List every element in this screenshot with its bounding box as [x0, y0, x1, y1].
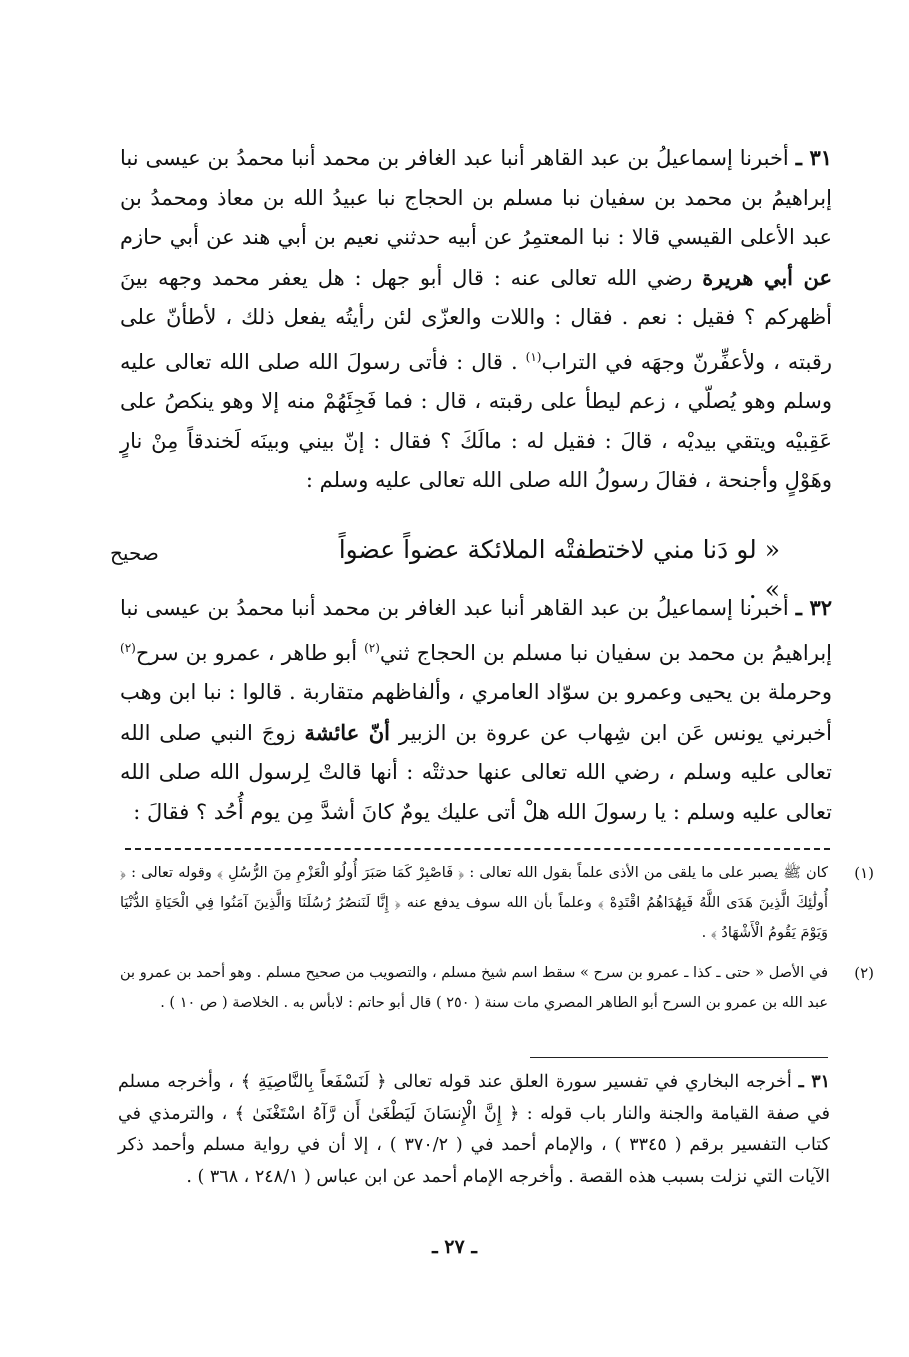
hadith-text: . قال : فأتى رسولَ الله صلى الله تعالى عليه وسلم وهو يُصلّي ، زعم ليطأ على رقبته ، قال : فما فَجِئَهُمْ منه إلا وهو ينكصُ على عَقِبيْه ويتقي بيديْه ، قالَ : فقيل له : مالَكَ ؟ فقال : إنّ بيني وبينَه لَخندقاً مِنْ نارٍ وهَوْلٍ وأجنحة ، فقالَ رسولُ الله صلى الله تعالى عليه وسلم :: [120, 349, 832, 492]
hadith-text: وحرملة بن يحيى وعمرو بن سوّاد العامري ، وألفاظهم متقاربة . قالوا : نبا ابن وهب أخبرني يونس عَن ابن شِهاب عن عروة بن الزبير: [120, 680, 832, 745]
hadith-grade: صحيح: [110, 541, 159, 565]
hadith-number: ٣١ ـ: [795, 145, 832, 170]
hadith-text: أخبرنا إسماعيلُ بن عبد القاهر أنبا عبد الغافر بن محمد أنبا محمدُ بن عيسى نبا إبراهيمُ بن محمد بن سفيان نبا مسلم بن الحجاج نبا عبيدُ الله بن معاذ ومحمدُ بن عبد الأعلى القيسي قالا : نبا المعتمِرُ عن أبيه حدثني نعيم بن أبي هند عن أبي حازم: [120, 146, 832, 249]
footnote-marker: (٢): [854, 964, 874, 982]
footnote-reference[interactable]: (٢): [120, 640, 136, 655]
hadith-32: [120, 588, 832, 832]
footnote-text: كان ﷺ يصبر على ما يلقى من الأذى علماً بقول الله تعالى : ﴿ فَاصْبِرْ كَمَا صَبَرَ أُولُو الْعَزْمِ مِنَ الرُّسُلِ ﴾ وقوله تعالى : ﴿ أُولَٰئِكَ الَّذِينَ هَدَى اللَّهُ فَبِهُدَاهُمُ اقْتَدِهْ ﴾ وعلماً بأن الله سوف يدفع عنه ﴿ إِنَّا لَنَنصُرُ رُسُلَنَا وَالَّذِينَ آمَنُوا فِي الْحَيَاةِ الدُّنْيَا وَيَوْمَ يَقُومُ الْأَشْهَادُ ﴾ .: [120, 865, 828, 941]
prophetic-quote: « لو دَنا مني لاختطفتْه الملائكة عضواً عضواً » .: [338, 535, 780, 604]
hadith-text: رضي الله تعالى عنه : قال أبو جهل : هل يعفر محمد وجهه بينَ أظهركم ؟ فقيل : نعم . فقال : واللات والعزّى لئن رأيتُه يفعل ذلك ، لأطأنّ على رقبته ، ولأعفِّرنّ وجهَه في التراب: [120, 265, 832, 374]
reference-number: ٣١ ـ: [798, 1072, 830, 1092]
hadith-31-text: [120, 138, 832, 501]
hadith-number: ٣٢ ـ: [795, 595, 832, 620]
page-number: ـ ٢٧ ـ: [432, 1236, 477, 1258]
footnote-reference[interactable]: (١): [525, 349, 542, 364]
hadith-text: زوجَ النبي صلى الله تعالى عليه وسلم ، رضي الله تعالى عنها حدثتْه : أنها قالتْ لِرسول الله صلى الله تعالى عليه وسلم : يا رسولَ الله هلْ أتى عليك يومٌ كانَ أشدَّ مِن يوم أُحُد ؟ فقالَ :: [120, 720, 832, 824]
hadith-text: أبو طاهر ، عمرو بن سرح: [135, 640, 365, 665]
narrator-name: أنّ عائشة: [304, 719, 390, 745]
hadith-text: أخبرنا إسماعيلُ بن عبد القاهر أنبا عبد الغافر بن محمد أنبا محمدُ بن عيسى نبا إبراهيمُ بن محمد بن سفيان نبا مسلم بن الحجاج ثني: [120, 596, 832, 665]
footnote-2: [120, 958, 874, 1018]
hadith-32-text: [120, 588, 832, 832]
hadith-31: [120, 138, 832, 501]
footnote-marker: (١): [854, 864, 874, 882]
footnote-reference[interactable]: (٢): [364, 640, 380, 655]
footnote-divider: [125, 848, 830, 850]
footnote-text: في الأصل « حتى ـ كذا ـ عمرو بن سرح » سقط اسم شيخ مسلم ، والتصويب من صحيح مسلم . وهو أحمد بن عمرو بن عبد الله بن عمرو بن السرح أبو الطاهر المصري مات سنة ( ٢٥٠ ) قال أبو حاتم : لابأس به . الخلاصة ( ص ١٠ ) .: [120, 965, 828, 1011]
reference-divider: [530, 1057, 828, 1058]
narrator-name: عن أبي هريرة: [702, 264, 832, 290]
footnote-1: [120, 858, 874, 948]
reference-note: [118, 1067, 830, 1193]
reference-text: أخرجه البخاري في تفسير سورة العلق عند قوله تعالى ﴿ لَنَسْفَعاً بِالنَّاصِيَةِ ﴾ ، وأخرجه مسلم في صفة القيامة والجنة والنار باب قوله : ﴿ إِنَّ الْإِنسَانَ لَيَطْغَىٰ أَن رَّآهُ اسْتَغْنَىٰ ﴾ ، والترمذي في كتاب التفسير برقم ( ٣٣٤٥ ) ، والإمام أحمد في ( ٣٧٠/٢ ) ، إلا أن في رواية مسلم وأحمد ذكر الآيات التي نزلت بسبب هذه القصة . وأخرجه الإمام أحمد عن ابن عباس ( ٢٤٨/١ ، ٣٦٨ ) .: [118, 1072, 830, 1187]
